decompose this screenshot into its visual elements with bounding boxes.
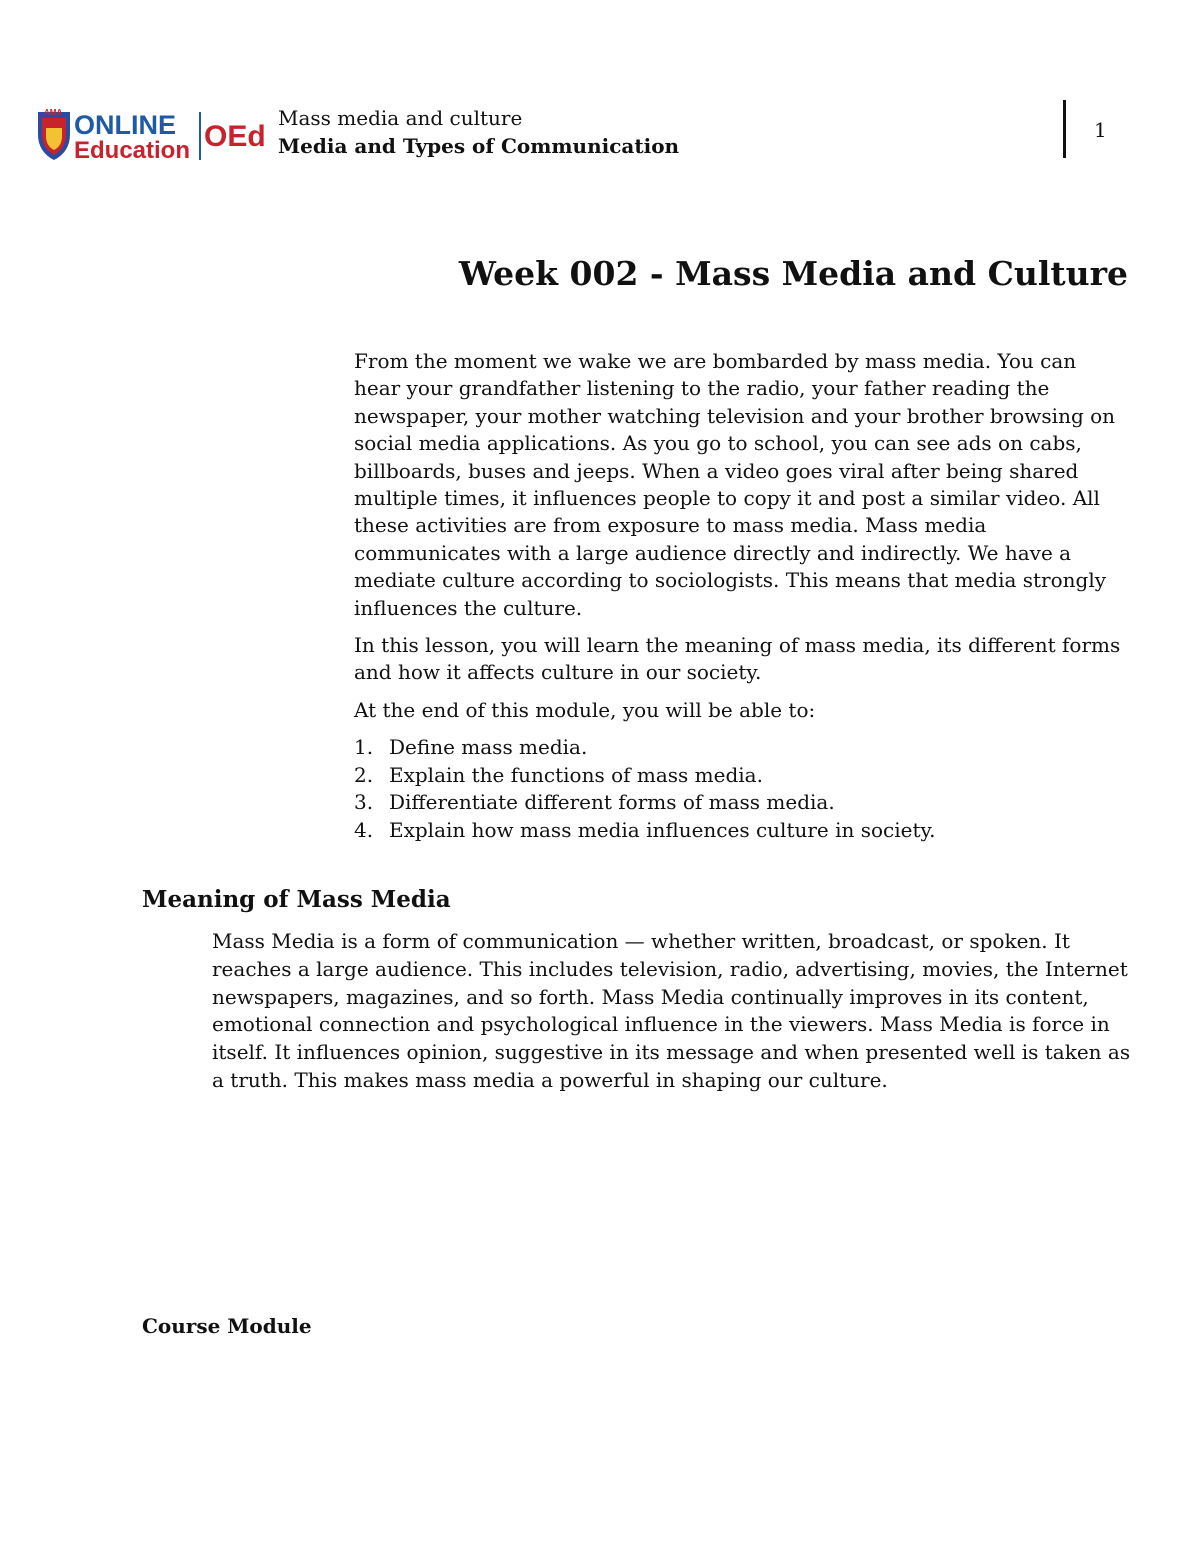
list-item-text: Define mass media. (389, 735, 588, 760)
list-item (354, 817, 1124, 844)
intro-paragraph: At the end of this module, you will be able to: (354, 697, 816, 722)
list-item-number: 4. (354, 817, 374, 842)
intro-paragraph: From the moment we wake we are bombarded by mass media. You can hear your grandfather listening to the radio, your father reading the newspaper, your mother watching television and your brother browsing on social media applications. As you go to school, you can see ads on cabs, billboards, buses and jeeps. When a video goes viral after being shared multiple times, it influences people to copy it and post a similar video. All these activities are from exposure to mass media. Mass media communicates with a large audience directly and indirectly. We have a mediate culture according to sociologists. This means that media strongly influences the culture. (354, 349, 1116, 620)
logo-oed-text: OEd (204, 120, 266, 153)
intro-section (354, 348, 1124, 844)
list-item (354, 789, 1124, 816)
section-body: Mass Media is a form of communication — whether written, broadcast, or spoken. It reaches a large audience. This includes television, radio, advertising, movies, the Internet newspapers, magazines, and so forth. Mass Media continually improves in its content, emotional connection and psychological influence in the viewers. Mass Media is force in itself. It influences opinion, suggestive in its message and when presented well is taken as a truth. This makes mass media a powerful in shaping our culture. (212, 929, 1131, 1092)
footer-label: Course Module (142, 1314, 312, 1338)
objectives-list (354, 734, 1124, 844)
course-title: Mass media and culture (278, 106, 523, 130)
section-heading: Meaning of Mass Media (142, 886, 451, 913)
list-item-number: 2. (354, 762, 374, 787)
list-item-number: 3. (354, 790, 374, 815)
list-item-text: Differentiate different forms of mass media. (389, 790, 835, 815)
page-header (36, 100, 1166, 164)
online-education-logo (36, 106, 272, 162)
header-titles (278, 104, 679, 160)
page-number-divider (1063, 100, 1066, 158)
intro-paragraph: In this lesson, you will learn the meaning of mass media, its different forms and how it affects culture in our society. (354, 633, 1121, 685)
shield-icon (38, 112, 70, 160)
topic-title: Media and Types of Communication (278, 134, 680, 158)
list-item-number: 1. (354, 735, 374, 760)
logo-online-text: ONLINE (74, 110, 177, 140)
logo-education-text: Education (74, 137, 191, 162)
list-item (354, 762, 1124, 789)
list-item-text: Explain the functions of mass media. (389, 762, 763, 787)
page-number: 1 (1094, 118, 1107, 142)
logo-badge-text: AMA (44, 108, 63, 117)
list-item (354, 734, 1124, 761)
list-item-text: Explain how mass media influences culture in society. (389, 817, 936, 842)
document-title: Week 002 - Mass Media and Culture (458, 254, 1128, 293)
